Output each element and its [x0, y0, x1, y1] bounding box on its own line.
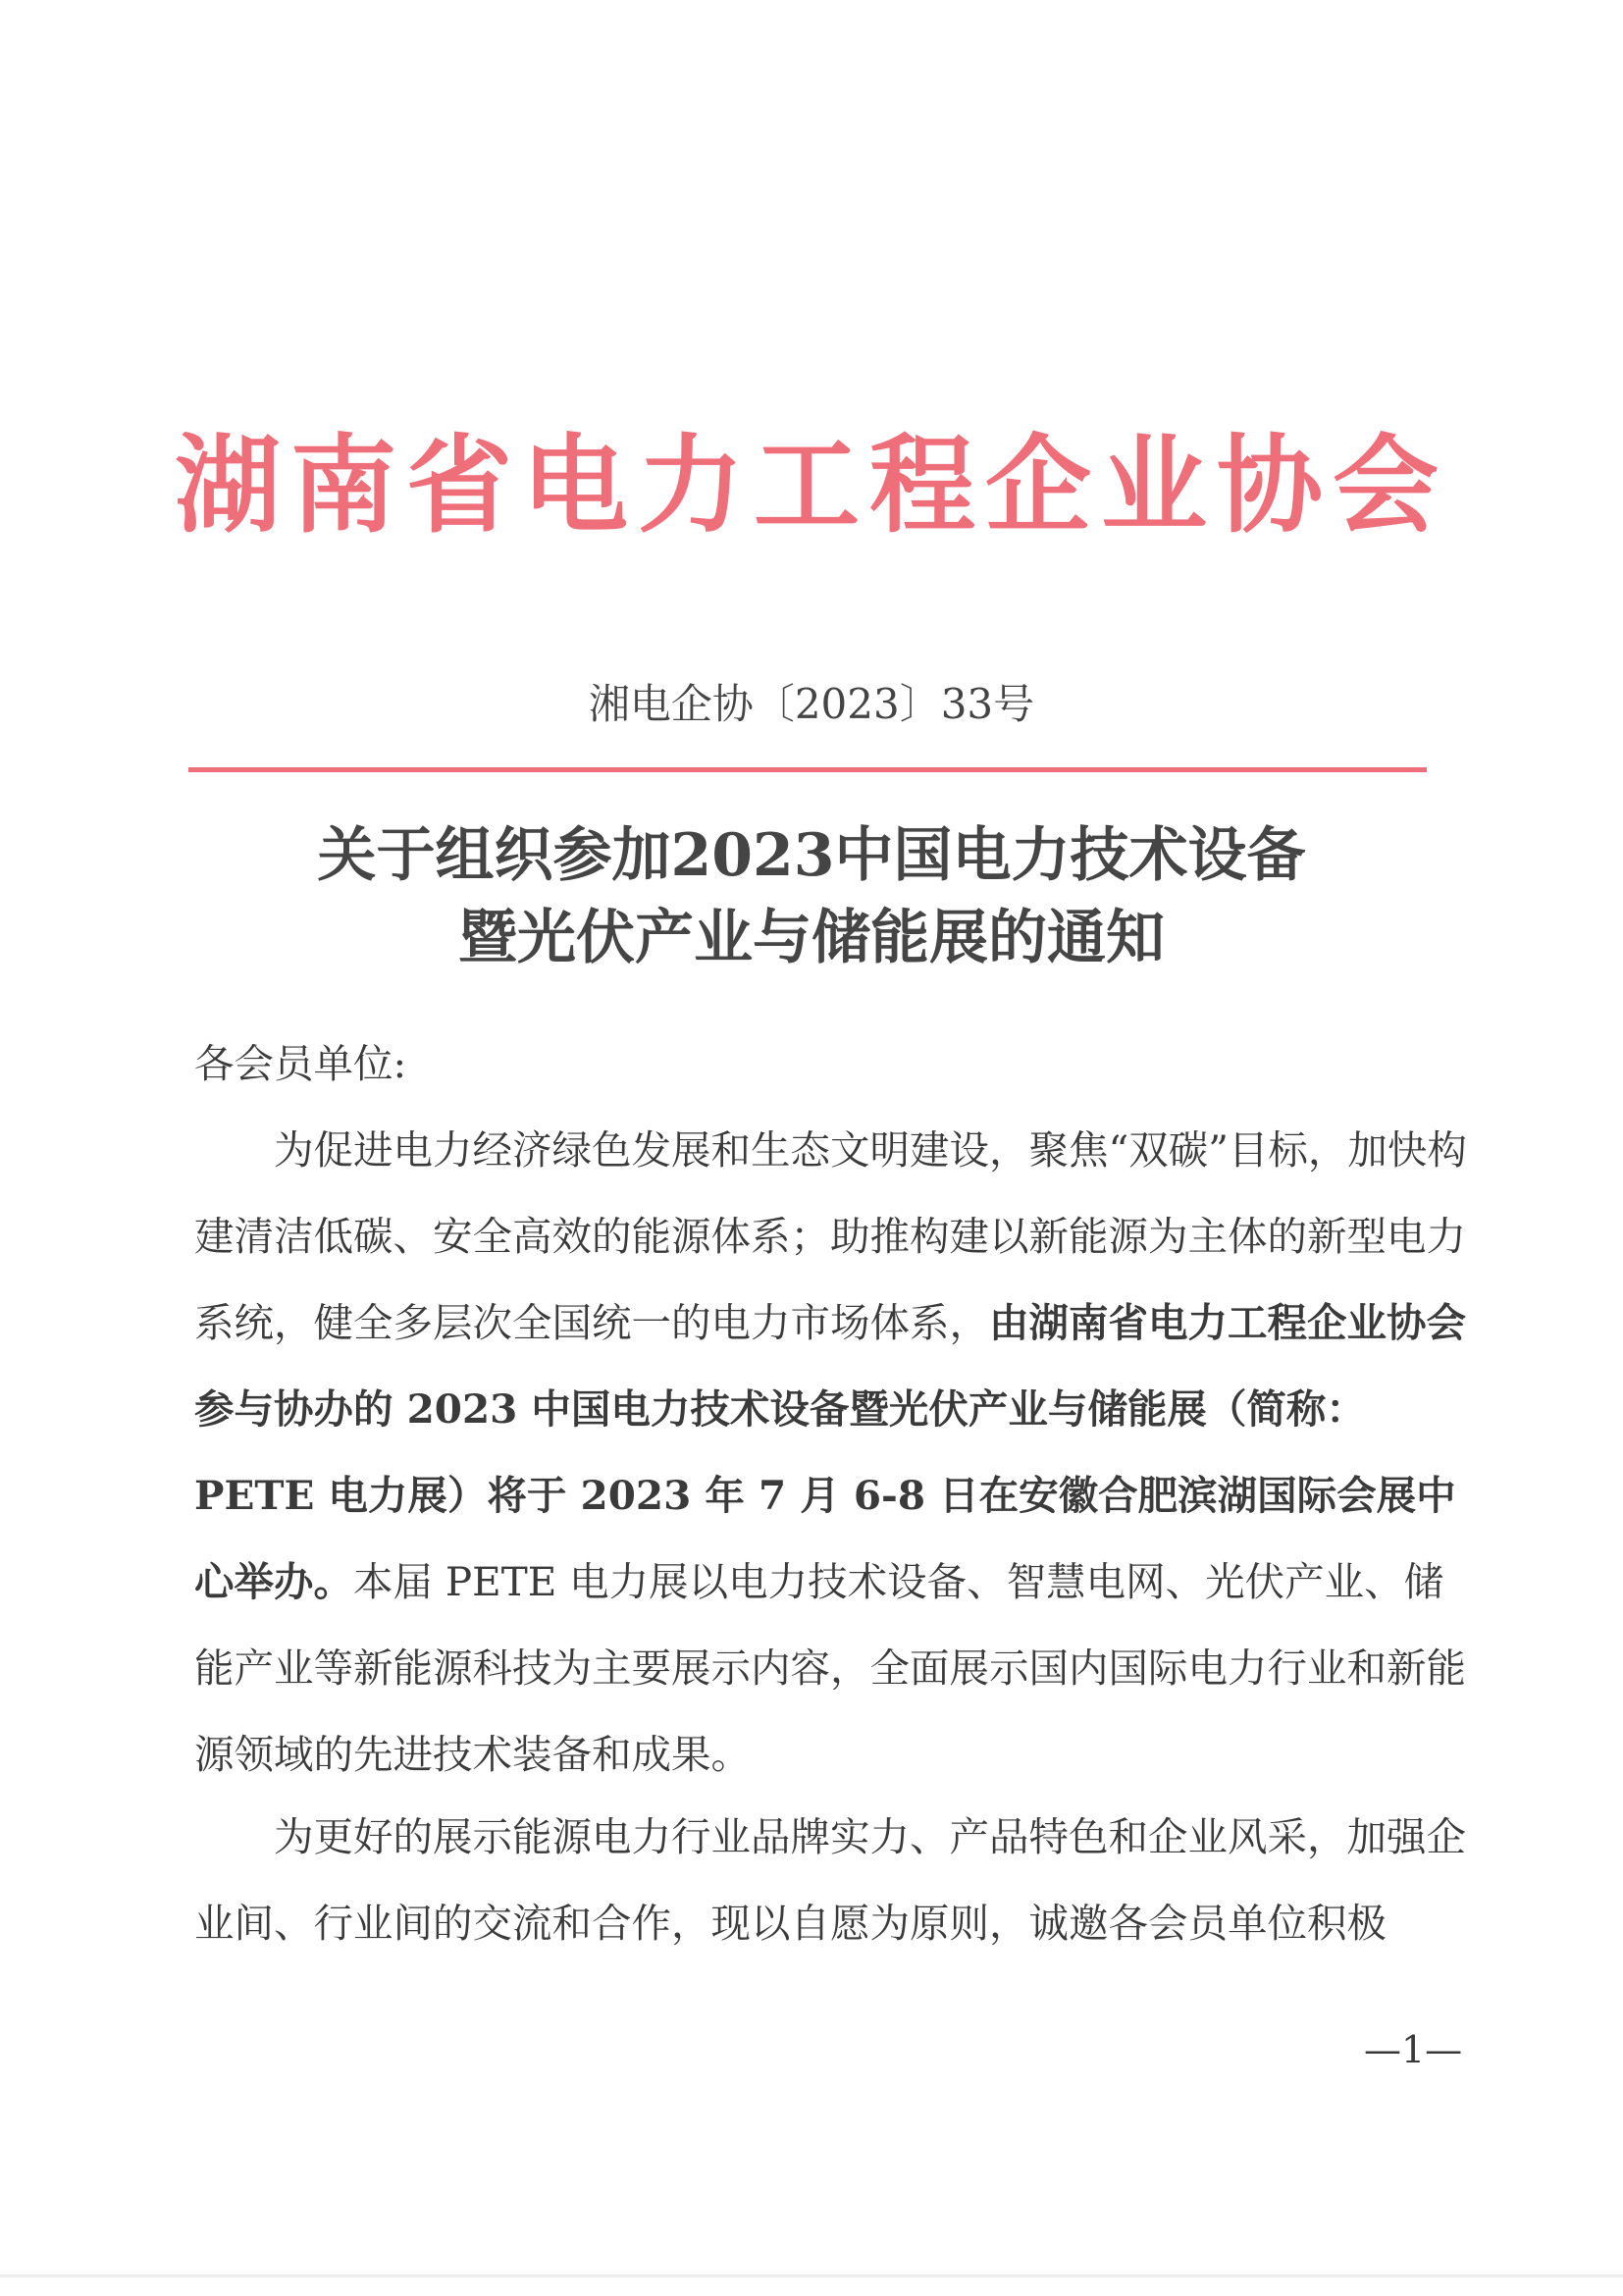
body-paragraph-1 [194, 1107, 1470, 1798]
page-number: —1— [1364, 2028, 1463, 2071]
salutation: 各会员单位: [194, 1040, 407, 1087]
paragraph-1-bold-text: 由湖南省电力工程企业协会参与协办的 2023 中国电力技术设备暨光伏产业与储能展（简称：PETE 电力展）将于 2023 年 7 月 6-8 日在安徽合肥滨湖国际会展中心举办。 [194, 1299, 1466, 1605]
body-paragraph-2: 为更好的展示能源电力行业品牌实力、产品特色和企业风采，加强企业间、行业间的交流和合作，现以自愿为原则，诚邀各会员单位积极 [194, 1813, 1466, 1947]
paragraph-1-text-a: 为促进电力经济绿色发展和生态文明建设，聚焦“双碳”目标，加快构建清洁低碳、安全高效的能源体系；助推构建以新能源为主体的新型电力系统，健全多层次全国统一的电力市场体系， [194, 1126, 1467, 1346]
letterhead-red-rule [188, 767, 1427, 772]
page-bottom-edge [0, 2274, 1623, 2277]
notice-title-line-1: 关于组织参加2023中国电力技术设备 [317, 821, 1306, 890]
letterhead-org-name: 湖南省电力工程企业协会 [174, 424, 1448, 548]
document-number: 湘电企协〔2023〕33号 [588, 680, 1035, 728]
notice-title-line-2: 暨光伏产业与储能展的通知 [458, 904, 1165, 972]
notice-title [0, 814, 1623, 979]
paragraph-1-text-b: 本届 PETE 电力展以电力技术设备、智慧电网、光伏产业、储能产业等新能源科技为主要展示内容，全面展示国内国际电力行业和新能源领域的先进技术装备和成果。 [194, 1558, 1466, 1778]
